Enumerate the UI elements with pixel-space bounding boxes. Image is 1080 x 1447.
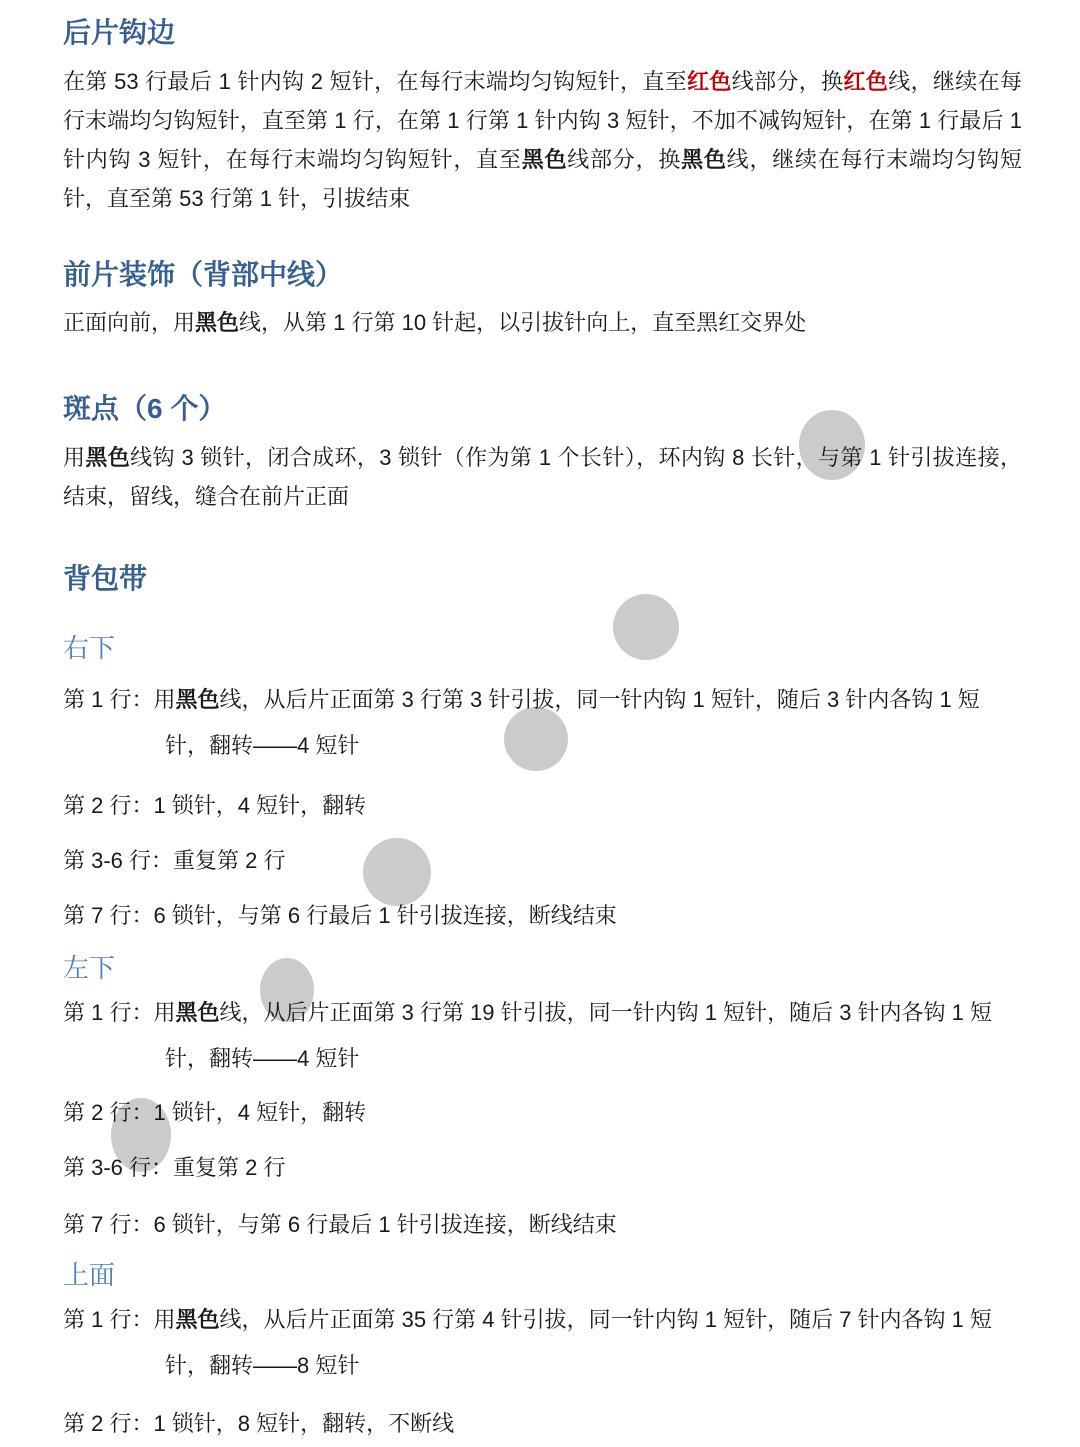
text-run: 线，继续在每行末端均匀钩短针，直至第 1 行，在第 1 行第 1 针内钩 3 短针，不加不减钩短针，在第 1 行最后 1 针内钩 3 短针，在每行末端均匀钩短针，直至 <box>63 68 1022 172</box>
text-run: 第 1 行：用 <box>63 1306 176 1332</box>
text-run: 第 3-6 行：重复第 2 行 <box>63 847 286 873</box>
right-bottom-row-2 <box>63 783 1022 829</box>
heading-front-decoration <box>63 258 1022 292</box>
text-run: 第 7 行：6 锁针，与第 6 行最后 1 针引拔连接，断线结束 <box>63 902 617 928</box>
text-run: 线部分，换 <box>567 146 682 172</box>
emphasis-bold-run: 黑色 <box>175 686 220 712</box>
heading-dots <box>63 392 1022 426</box>
emphasis-bold-run: 黑色 <box>521 146 568 172</box>
emphasis-bold-run: 黑色 <box>175 1306 220 1332</box>
para-dots <box>63 438 1022 516</box>
emphasis-bold-run: 黑色 <box>85 444 131 470</box>
text-run: 第 2 行：1 锁针，4 短针，翻转 <box>63 792 367 818</box>
emphasis-red-run: 红色 <box>687 68 732 94</box>
text-run: 前片装饰（背部中线） <box>63 258 344 290</box>
heading-strap-top <box>63 1260 1022 1291</box>
text-run: 左下 <box>63 952 116 983</box>
text-run: 正面向前，用 <box>63 310 196 336</box>
heading-strap <box>63 562 1022 596</box>
text-run: 线钩 3 锁针，闭合成环，3 锁针（作为第 1 个长针），环内钩 8 长针，与第 1 针引拔连接，结束，留线，缝合在前片正面 <box>63 444 1022 509</box>
text-run: 背包带 <box>63 562 148 594</box>
text-run: 第 1 行：用 <box>63 686 176 712</box>
heading-strap-left-bottom <box>63 953 1022 984</box>
para-front-decoration <box>63 303 1022 342</box>
right-bottom-row-1 <box>63 677 1022 769</box>
text-run: 线部分，换 <box>731 68 844 94</box>
emphasis-bold-run: 黑色 <box>681 146 727 172</box>
para-back-edging <box>63 62 1022 218</box>
emphasis-red-run: 红色 <box>843 68 889 94</box>
text-run: 第 2 行：1 锁针，4 短针，翻转 <box>63 1099 367 1125</box>
heading-back-edging <box>63 16 1022 50</box>
right-bottom-row-3 <box>63 838 1022 884</box>
text-run: 右下 <box>63 633 116 664</box>
text-run: 第 3-6 行：重复第 2 行 <box>63 1154 286 1180</box>
top-row-1 <box>63 1297 1022 1389</box>
heading-strap-right-bottom <box>63 633 1022 664</box>
emphasis-bold-run: 黑色 <box>175 999 220 1025</box>
emphasis-bold-run: 黑色 <box>195 310 240 336</box>
left-bottom-row-3 <box>63 1145 1022 1191</box>
text-run: 线，从第 1 行第 10 针起，以引拔针向上，直至黑红交界处 <box>239 310 807 336</box>
text-run: 在第 53 行最后 1 针内钩 2 短针，在每行末端均匀钩短针，直至 <box>63 68 688 94</box>
text-run: 后片钩边 <box>63 17 176 48</box>
right-bottom-row-4 <box>63 893 1022 939</box>
text-run: 用 <box>63 444 86 470</box>
text-run: 斑点（6 个） <box>63 393 227 425</box>
text-run: 线，继续在每行末端均匀钩短针，直至第 53 行第 1 针，引拔结束 <box>63 146 1022 211</box>
text-run: 线，从后片正面第 35 行第 4 针引拔，同一针内钩 1 短针，随后 7 针内各钩 1 短针，翻转——8 短针 <box>165 1306 993 1378</box>
text-run: 上面 <box>63 1259 116 1290</box>
left-bottom-row-4 <box>63 1202 1022 1248</box>
text-run: 线，从后片正面第 3 行第 19 针引拔，同一针内钩 1 短针，随后 3 针内各钩 1 短针，翻转——4 短针 <box>165 999 993 1071</box>
text-run: 第 7 行：6 锁针，与第 6 行最后 1 针引拔连接，断线结束 <box>63 1211 617 1237</box>
top-row-2 <box>63 1401 1022 1447</box>
left-bottom-row-1 <box>63 990 1022 1082</box>
text-run: 线，从后片正面第 3 行第 3 针引拔，同一针内钩 1 短针，随后 3 针内各钩 1 短针，翻转——4 短针 <box>165 686 980 758</box>
text-run: 第 1 行：用 <box>63 999 176 1025</box>
text-run: 第 2 行：1 锁针，8 短针，翻转，不断线 <box>63 1410 455 1436</box>
left-bottom-row-2 <box>63 1090 1022 1136</box>
